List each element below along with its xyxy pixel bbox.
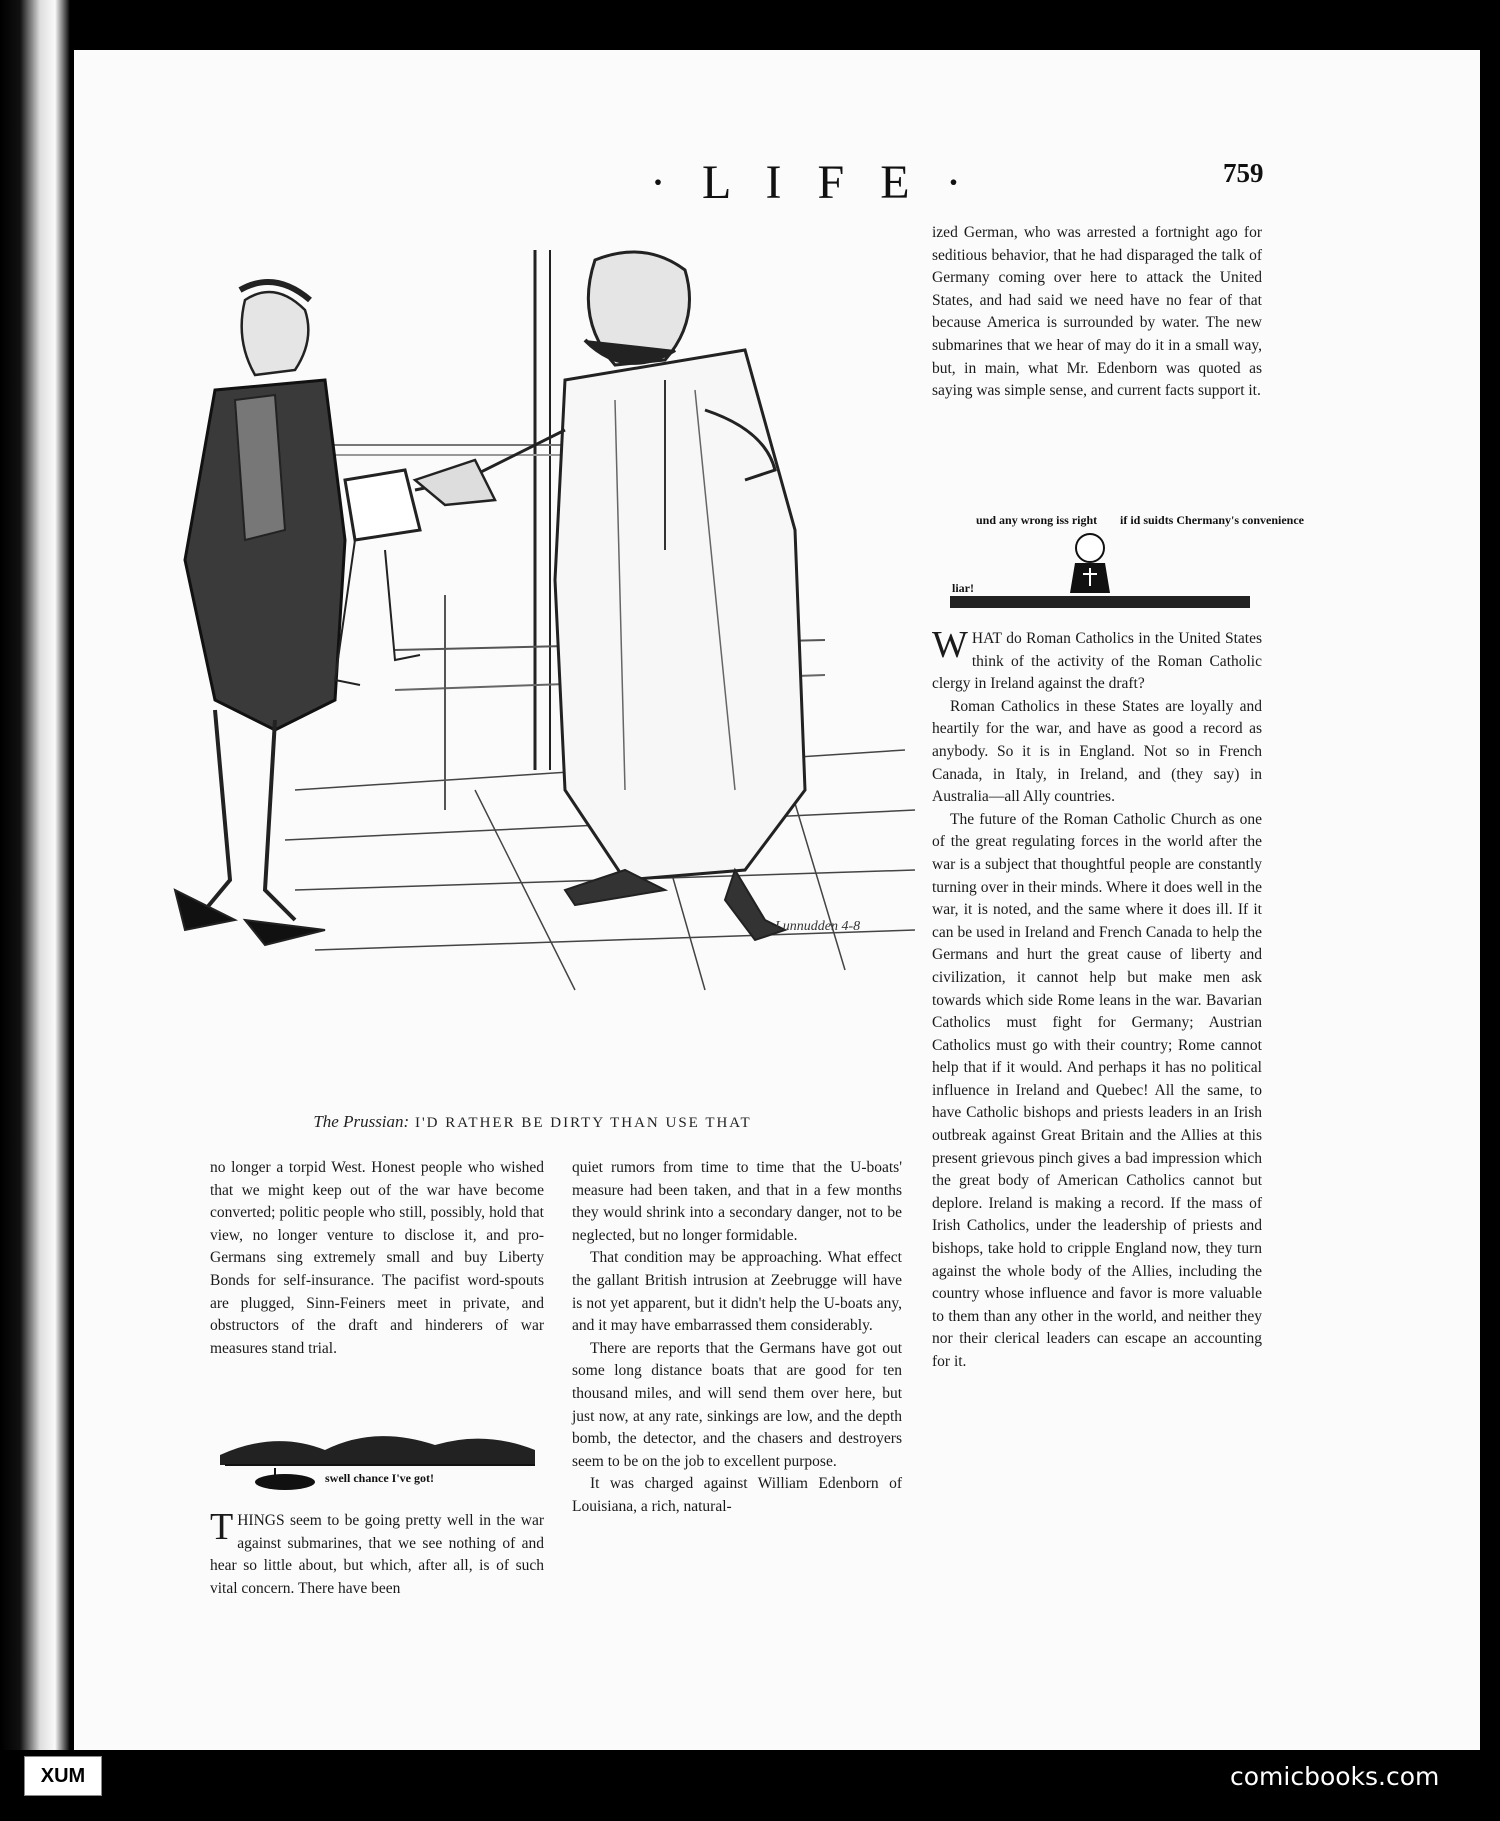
column2-paragraph-1: quiet rumors from time to time that the U-boats' measure had been taken, and that in a few months they would shrink into a secondary danger, not to be neglected, but no longer formidable. [572,1159,902,1244]
column3-paragraph-3: Roman Catholics in these States are loyally and heartily for the war, and have as good a record as anybody. So it is in England. Not so in French Canada, in Italy, in Ireland, and (they say) in Australia—all Ally countries. [932,697,1262,806]
article-column-1-continued [210,1506,544,1600]
dropcap-t: T [210,1506,234,1548]
caption-speaker: The Prussian: [313,1112,410,1131]
column2-paragraph-4: It was charged against William Edenborn of Louisiana, a rich, natural- [572,1475,902,1515]
caption-text: I'D RATHER BE DIRTY THAN USE THAT [414,1115,752,1131]
vignette-right-text: if id suidts Chermany's convenience [1120,513,1305,527]
masthead-title: · L I F E · [650,156,974,209]
article-column-2 [572,1157,902,1519]
cartoon-illustration [145,230,920,1090]
book-gutter [0,0,70,1750]
column3-paragraph-4: The future of the Roman Catholic Church as one of the great regulating forces in the world after the war is a subject that thoughtful people are constantly turning over in their minds. Where it does well in the war, it is noted, and the same where it does ill. If it can be used in Ireland and French Canada to help the Germans and hurt the great cause of liberty and civilization, it cannot help but make men ask towards which side Rome leans in the war. Bavarian Catholics must fight for Germany; Austrian Catholics must go with their country; Rome cannot help that if it would. And perhaps it has no political influence in Ireland and Quebec! All the same, to have Catholic bishops and priests leaders in an Irish outbreak against Great Britain and the Allies at this present grievous pinch gives a bad impression which the great body of American Catholics cannot but deplore. Ireland is making a record. If the mass of Irish Catholics, under the leadership of priests and bishops, take hold to cripple England now, they turn against the whole body of the Allies, including the country whose influence and favor is more valuable to them than any other in the world, and neither they nor their clerical leaders can escape an accounting for it. [932,810,1262,1370]
column3-paragraph-1: ized German, who was arrested a fortnight ago for seditious behavior, that he had disparaged the talk of Germany coming over here to attack the United States, and had said we need have no fear of that because America is surrounded by water. The new submarines that we hear of may do it in a small way, but, in main, what Mr. Edenborn was quoted as saying was simple sense, and current facts support it. [932,224,1262,400]
vignette-liar-text: liar! [952,581,974,595]
column1-paragraph-2-text: HINGS seem to be going pretty well in the war against submarines, that we see nothing of and hear so little about, but which, after all, is of such vital concern. There have been [210,1512,544,1597]
column3-paragraph-2 [932,624,1262,696]
dropcap-w: W [932,624,968,666]
article-column-3-top [932,222,1262,403]
submarine-vignette [215,1420,545,1500]
article-column-3 [932,624,1262,1374]
xum-badge: XUM [24,1756,102,1796]
column2-paragraph-3: There are reports that the Germans have got out some long distance boats that are good for ten thousand miles, and will send them over here, but just now, at any rate, sinkings are low, and the depth bomb, the detector, and the chasers and destroyers seem to be on the job to excellent purpose. [572,1339,902,1470]
page-number: 759 [1223,158,1264,188]
column3-paragraph-2-text: HAT do Roman Catholics in the United States think of the activity of the Roman Catholic clergy in Ireland against the draft? [932,630,1262,693]
watermark-site: comicbooks.com [1230,1762,1440,1791]
column2-paragraph-2: That condition may be approaching. What effect the gallant British intrusion at Zeebrugge will have is not yet apparent, but it didn't help the U-boats any, and it may have embarrassed them considerably. [572,1249,902,1335]
column1-paragraph-1: no longer a torpid West. Honest people who wished that we might keep out of the war have become converted; politic people who still, possibly, hold that view, no longer venture to disclose it, and pro-Germans sing extremely small and buy Liberty Bonds for self-insurance. The pacifist word-spouts are plugged, Sinn-Feiners meet in private, and obstructors of the draft and hinderers of war measures stand trial. [210,1159,544,1357]
column1-paragraph-2 [210,1506,544,1600]
cartoon-caption [145,1112,920,1132]
cartoon-signature: Lunnudden 4-8 [775,919,861,934]
liar-vignette [940,508,1305,618]
vignette-left-text: und any wrong iss right [976,513,1098,527]
submarine-vignette-text: swell chance I've got! [325,1471,434,1485]
article-column-1 [210,1157,544,1360]
